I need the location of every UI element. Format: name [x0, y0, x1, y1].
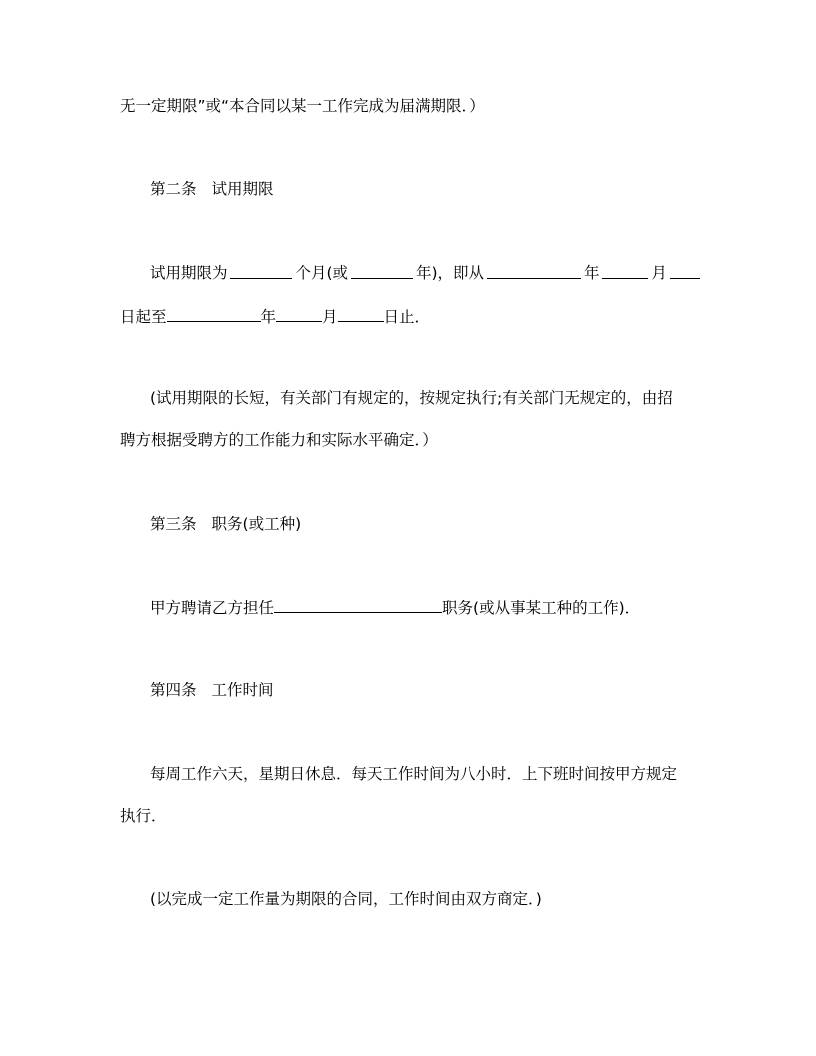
fill-blank-start-day[interactable]	[670, 263, 700, 279]
fill-blank-months[interactable]	[230, 263, 292, 279]
fill-blank-end-day[interactable]	[338, 306, 384, 322]
contract-term-note-tail	[120, 96, 700, 116]
article-2-heading	[150, 179, 700, 199]
text-segment: 月	[322, 308, 338, 326]
fill-blank-end-month[interactable]	[276, 306, 322, 322]
probation-line-2	[120, 306, 700, 327]
text-segment: 职务(或从事某工种的工作)．	[442, 599, 641, 617]
article-title: 试用期限	[211, 180, 274, 198]
text-segment: 年	[583, 264, 600, 282]
article-label: 第二条	[150, 180, 197, 198]
text-segment: 甲方聘请乙方担任	[150, 599, 275, 617]
text-segment: 月	[651, 264, 667, 282]
duty-line	[150, 597, 700, 618]
article-label: 第三条	[150, 515, 197, 533]
text-segment: 年)，即从	[415, 264, 485, 282]
text-segment: 个月(或	[295, 264, 349, 282]
fill-blank-position[interactable]	[274, 597, 442, 613]
text-segment: 日止．	[383, 308, 431, 326]
article-title: 职务(或工种)	[211, 515, 302, 533]
article-3-heading	[150, 514, 700, 534]
paragraph-text: 聘方根据受聘方的工作能力和实际水平确定．）	[120, 431, 438, 449]
article-label: 第四条	[150, 681, 197, 699]
fill-blank-years[interactable]	[351, 263, 413, 279]
text-segment: 日起至	[120, 308, 167, 326]
text-segment: 年	[260, 308, 277, 326]
hours-line-1	[150, 764, 700, 784]
fill-blank-start-month[interactable]	[602, 263, 648, 279]
article-4-heading	[150, 680, 700, 700]
probation-line-1	[150, 263, 700, 283]
paragraph-text: 执行．	[120, 807, 167, 825]
text-segment: 试用期限为	[150, 264, 228, 282]
paragraph-text: (试用期限的长短，有关部门有规定的，按规定执行;有关部门无规定的，由招	[150, 389, 673, 407]
probation-note-line-1	[150, 388, 700, 408]
hours-line-2	[120, 806, 700, 826]
article-title: 工作时间	[211, 681, 274, 699]
paragraph-text: 无一定期限”或“本合同以某一工作完成为届满期限．）	[120, 97, 485, 115]
fill-blank-start-year[interactable]	[487, 263, 581, 279]
hours-note	[150, 889, 700, 909]
fill-blank-end-year[interactable]	[167, 306, 261, 322]
paragraph-text: (以完成一定工作量为期限的合同，工作时间由双方商定．)	[150, 890, 542, 908]
paragraph-text: 每周工作六天，星期日休息．每天工作时间为八小时．上下班时间按甲方规定	[150, 765, 678, 783]
probation-note-line-2	[120, 430, 700, 450]
